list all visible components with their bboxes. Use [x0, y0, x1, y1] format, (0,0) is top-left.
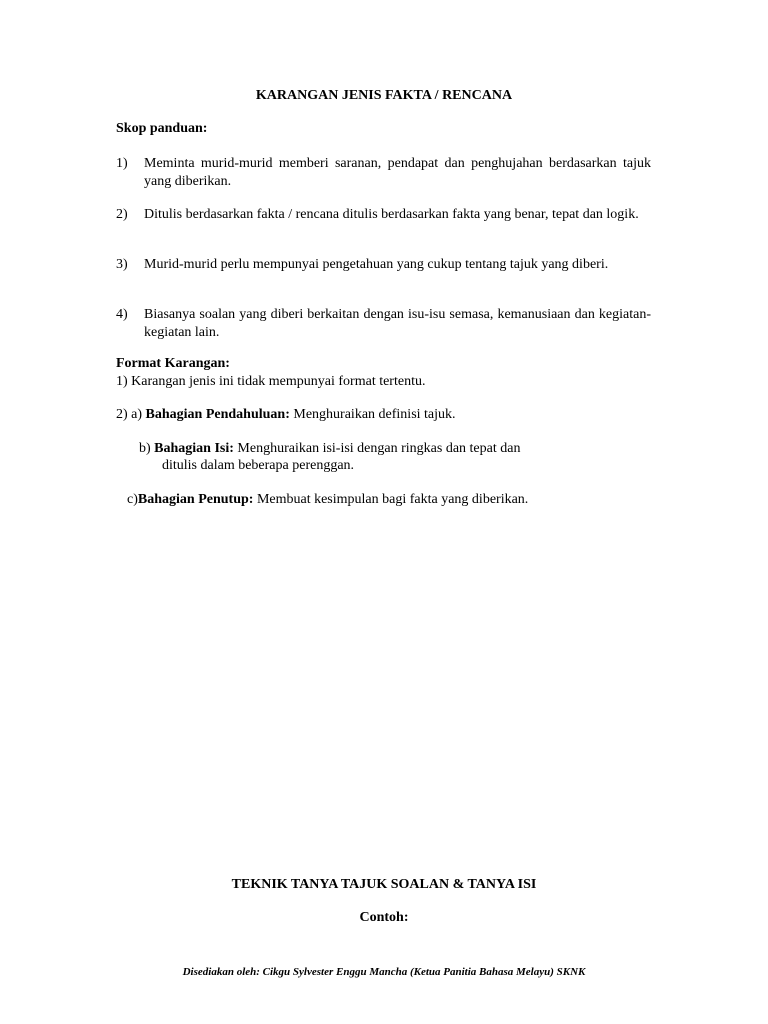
format-heading: Format Karangan: [116, 356, 230, 371]
scope-item-text: Murid-murid perlu mempunyai pengetahuan yang cukup tentang tajuk yang diberi. [144, 257, 609, 272]
format-part-b-text: Menghuraikan isi-isi dengan ringkas dan tepat dan [233, 441, 521, 456]
format-part-c-label: Bahagian Penutup: [137, 492, 254, 507]
scope-item-number: 4) [116, 307, 128, 322]
scope-item-1 [116, 155, 651, 191]
format-part-a-label: Bahagian Pendahuluan: [145, 407, 290, 422]
scope-item-text: Meminta murid-murid memberi saranan, pendapat dan penghujahan berdasarkan tajuk yang diberikan. [144, 156, 651, 189]
scope-item-2 [116, 206, 651, 224]
section-2-title: TEKNIK TANYA TAJUK SOALAN & TANYA ISI [231, 877, 537, 892]
document-title: KARANGAN JENIS FAKTA / RENCANA [255, 88, 513, 103]
scope-item-4 [116, 306, 651, 342]
scope-item-text: Ditulis berdasarkan fakta / rencana ditulis berdasarkan fakta yang benar, tepat dan logik. [144, 207, 639, 222]
format-part-c [127, 491, 528, 509]
format-part-b-prefix: b) [139, 441, 155, 456]
format-part-b [139, 440, 520, 458]
format-part-a [116, 406, 456, 424]
scope-item-number: 1) [116, 156, 128, 171]
format-part-c-prefix: c) [127, 492, 138, 507]
format-line-1: 1) Karangan jenis ini tidak mempunyai format tertentu. [116, 374, 426, 389]
scope-item-number: 3) [116, 257, 128, 272]
format-part-a-prefix: 2) a) [116, 407, 146, 422]
format-part-b-label: Bahagian Isi: [154, 441, 234, 456]
scope-item-text: Biasanya soalan yang diberi berkaitan dengan isu-isu semasa, kemanusiaan dan kegiatan-kegiatan lain. [144, 307, 651, 340]
format-part-b-line-2: ditulis dalam beberapa perenggan. [162, 458, 355, 473]
scope-heading: Skop panduan: [116, 121, 208, 136]
format-part-c-text: Membuat kesimpulan bagi fakta yang diberikan. [253, 492, 529, 507]
footer-credit: Disediakan oleh: Cikgu Sylvester Enggu Mancha (Ketua Panitia Bahasa Melayu) SKNK [182, 966, 586, 978]
scope-item-number: 2) [116, 207, 128, 222]
section-2-subtitle: Contoh: [359, 910, 409, 925]
format-part-a-text: Menghuraikan definisi tajuk. [289, 407, 456, 422]
scope-item-3 [116, 256, 651, 274]
